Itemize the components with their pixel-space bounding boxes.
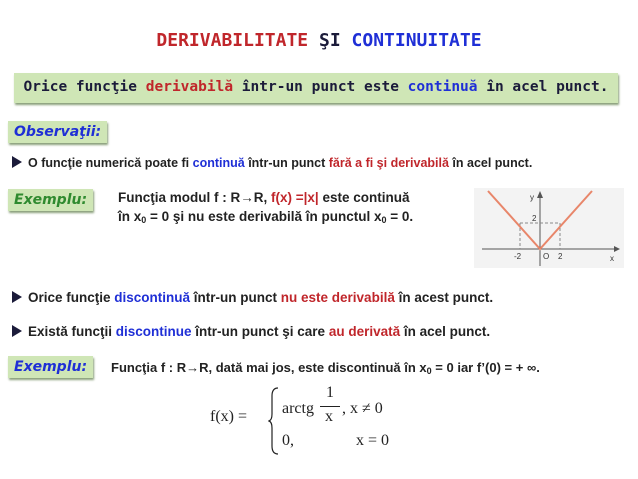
formula-cond-1: , x ≠ 0 — [342, 400, 383, 417]
obs3-t2: discontinue — [115, 324, 192, 339]
ex1-l2b: = 0 şi nu este derivabilă în punctul x — [146, 209, 382, 224]
ex1-l2c: = 0. — [386, 209, 414, 224]
theorem-t4: continuă — [407, 79, 478, 95]
example-1-text — [118, 188, 413, 226]
bullet-arrow-icon — [12, 325, 22, 337]
obs3-t3: într-un punct şi care — [191, 324, 329, 339]
obs1-t3: într-un punct — [244, 156, 329, 170]
formula-fraction-bar — [320, 406, 340, 407]
formula-arctg: arctg — [282, 400, 314, 417]
obs1-t1: O funcţie numerică poate fi — [28, 156, 193, 170]
theorem-t2: derivabilă — [145, 79, 234, 95]
ex1-l1a: Funcţia modul f : R — [118, 190, 241, 205]
obs1-t5: în acel punct. — [448, 156, 533, 170]
abs-function-graph — [474, 188, 624, 268]
graph-y-label: y — [530, 193, 534, 202]
graph-tick-pos: 2 — [558, 252, 563, 261]
example-label-2: Exemplu: — [8, 356, 93, 378]
graph-svg — [474, 188, 624, 268]
title-part-3: CONTINUITATE — [351, 30, 482, 51]
ex1-l1c: f(x) =|x| — [271, 190, 319, 205]
graph-tick-o: O — [543, 252, 550, 261]
obs2-t5: în acest punct. — [394, 290, 494, 305]
graph-x-arrow-icon — [614, 246, 620, 252]
theorem-banner — [14, 73, 618, 103]
ex1-l2sub: 0 — [141, 215, 147, 225]
obs2-t1: Orice funcţie — [28, 290, 115, 305]
theorem-t3: într-un punct este — [233, 79, 408, 95]
page-title — [0, 30, 638, 51]
theorem-t1: Orice funcţie — [23, 79, 146, 95]
example-2-text — [111, 358, 540, 377]
observation-2 — [12, 290, 493, 305]
bullet-arrow-icon — [12, 156, 22, 168]
ex1-l2a: în x — [118, 209, 142, 224]
graph-x-label: x — [610, 254, 614, 263]
obs3-t5: în acel punct. — [400, 324, 491, 339]
graph-tick-y: 2 — [532, 214, 537, 223]
formula-cond-2: x = 0 — [356, 432, 390, 449]
obs3-t1: Există funcţii — [28, 324, 116, 339]
obs3-t4: au derivată — [328, 324, 401, 339]
ex1-l2sub2: 0 — [381, 215, 387, 225]
example-label-1: Exemplu: — [8, 189, 93, 211]
obs1-t2: continuă — [192, 156, 245, 170]
right-arrow-icon: → — [240, 190, 254, 205]
observation-3 — [12, 324, 490, 339]
example-1-line-1 — [118, 188, 413, 207]
title-part-2: ŞI — [318, 30, 341, 51]
piecewise-formula — [210, 386, 410, 456]
formula-zero: 0, — [282, 432, 294, 449]
right-arrow-icon: → — [186, 360, 200, 375]
ex2-a: Funcţia f : R — [111, 360, 187, 375]
bullet-arrow-icon — [12, 291, 22, 303]
theorem-t5: în acel punct. — [477, 79, 609, 95]
obs1-t4: fără a fi şi derivabilă — [328, 156, 449, 170]
graph-tick-neg: -2 — [514, 252, 522, 261]
obs2-t3: într-un punct — [190, 290, 281, 305]
observation-1 — [12, 156, 532, 170]
obs2-t2: discontinuă — [114, 290, 191, 305]
formula-numerator: 1 — [326, 384, 334, 401]
theorem-text — [14, 79, 618, 95]
ex2-b: R, dată mai jos, este discontinuă în x — [199, 360, 427, 375]
ex1-l1d: este continuă — [318, 190, 410, 205]
ex1-l1b: R, — [253, 190, 272, 205]
obs2-t4: nu este derivabilă — [280, 290, 395, 305]
ex2-sub: 0 — [426, 366, 432, 376]
left-brace-icon — [268, 386, 280, 456]
graph-y-arrow-icon — [537, 191, 543, 198]
title-part-1: DERIVABILITATE — [156, 30, 309, 51]
formula-lhs: f(x) = — [210, 408, 248, 425]
example-1-line-2 — [118, 207, 413, 226]
formula-denominator: x — [325, 408, 333, 425]
observations-label: Observaţii: — [8, 121, 107, 143]
ex2-c: = 0 iar f’(0) = + ∞. — [431, 360, 540, 375]
